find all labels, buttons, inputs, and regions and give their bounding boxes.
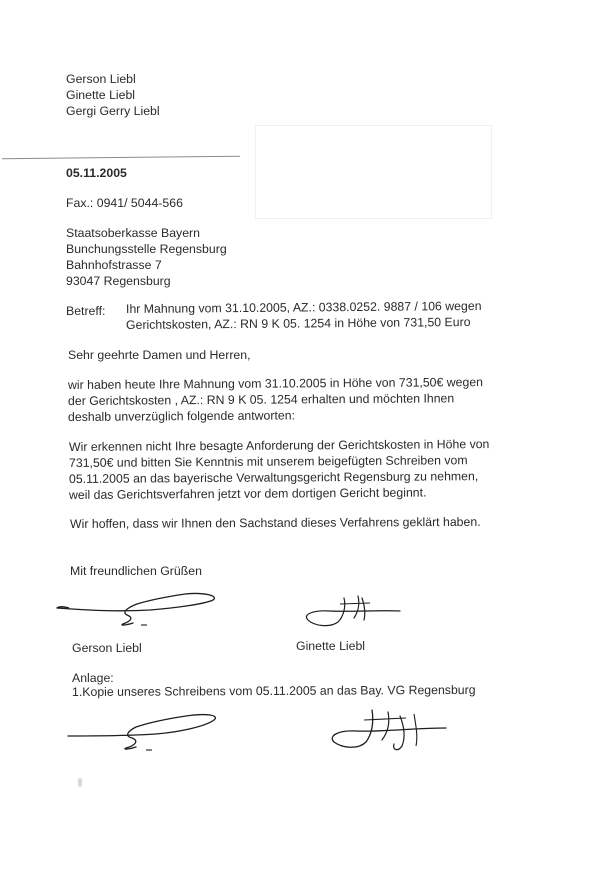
paragraph-2-line-4: weil das Gerichtsverfahren jetzt vor dem dortigen Gericht beginnt. — [68, 485, 427, 502]
signature-gerson-attachment — [66, 710, 226, 756]
signatory-name-1: Gerson Liebl — [72, 641, 142, 655]
recipient-line-2: Bunchungsstelle Regensburg — [66, 242, 227, 256]
attachment-item: 1.Kopie unseres Schreibens vom 05.11.2005 an das Bay. VG Regensburg — [71, 682, 476, 699]
salutation: Sehr geehrte Damen und Herren, — [68, 348, 251, 362]
closing: Mit freundlichen Grüßen — [70, 564, 202, 578]
paragraph-1-line-3: deshalb unverzüglich folgende antworten: — [67, 408, 296, 424]
sender-name-3: Gergi Gerry Liebl — [66, 104, 160, 118]
paragraph-2-line-1: Wir erkennen nicht Ihre besagte Anforderung der Gerichtskosten in Höhe von — [68, 437, 490, 454]
bleed-through-table — [255, 125, 492, 219]
fax-number: Fax.: 0941/ 5044-566 — [66, 196, 183, 210]
paragraph-1-line-2: der Gerichtskosten , AZ.: RN 9 K 05. 1254 erhalten und möchten Ihnen — [67, 391, 455, 408]
subject-line-2: Gerichtskosten, AZ.: RN 9 K 05. 1254 in Höhe von 731,50 Euro — [125, 314, 471, 332]
paragraph-3-line-1: Wir hoffen, dass wir Ihnen den Sachstand dieses Verfahrens geklärt haben. — [69, 514, 481, 531]
signature-gerson — [55, 592, 220, 632]
paragraph-2-line-2: 731,50€ und bitten Sie Kenntnis mit unserem beigefügten Schreiben vom — [68, 453, 468, 470]
subject-line-1: Ihr Mahnung vom 31.10.2005, AZ.: 0338.0252. 9887 / 106 wegen — [125, 298, 482, 316]
recipient-line-3: Bahnhofstrasse 7 — [66, 258, 162, 272]
subject-label: Betreff: — [66, 304, 106, 318]
letter-date: 05.11.2005 — [66, 166, 127, 180]
attachment-label: Anlage: — [72, 671, 114, 685]
paragraph-2-line-3: 05.11.2005 an das bayerische Verwaltungsgericht Regensburg zu nehmen, — [68, 469, 479, 486]
sender-name-2: Ginette Liebl — [66, 88, 136, 102]
bleed-through-header — [215, 36, 435, 46]
signatory-name-2: Ginette Liebl — [296, 639, 366, 653]
sender-name-1: Gerson Liebl — [66, 72, 136, 86]
paper-spot — [78, 778, 82, 787]
signature-ginette — [300, 594, 410, 630]
paragraph-1-line-1: wir haben heute Ihre Mahnung vom 31.10.2005 in Höhe von 731,50€ wegen — [67, 375, 484, 392]
recipient-line-4: 93047 Regensburg — [66, 274, 171, 288]
signature-ginette-attachment — [326, 706, 456, 756]
recipient-line-1: Staatsoberkasse Bayern — [66, 226, 200, 240]
header-rule — [2, 156, 240, 159]
